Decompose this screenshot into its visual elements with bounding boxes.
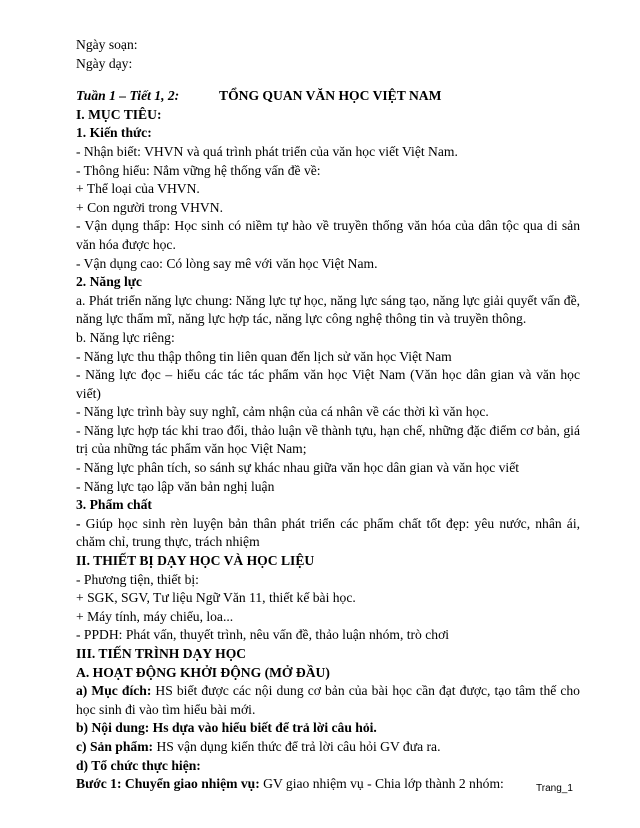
page-number: Trang_1	[536, 783, 573, 794]
equipment-item: + Máy tính, máy chiếu, loa...	[76, 608, 234, 624]
knowledge-item: + Thể loại của VHVN.	[76, 181, 200, 197]
competence-item: - Năng lực phân tích, so sánh sự khác nhau giữa văn học dân gian và văn học viết	[76, 460, 520, 476]
knowledge-item: - Thông hiểu: Nắm vững hệ thống vấn đề về:	[76, 162, 321, 178]
step1-text: GV giao nhiệm vụ - Chia lớp thành 2 nhóm:	[259, 776, 504, 792]
competence-item: - Năng lực thu thập thông tin liên quan đến lịch sử văn học Việt Nam	[76, 348, 452, 364]
general-competence: a. Phát triển năng lực chung: Năng lực tự học, năng lực sáng tạo, năng lực giải quyết vấn đề, năng lực thẩm mĩ, năng lực hợp tác, năng lực công nghệ thông tin và truyền thông.	[76, 292, 580, 327]
product-text: HS vận dụng kiến thức để trả lời câu hỏi GV đưa ra.	[153, 738, 441, 754]
knowledge-item: - Nhận biết: VHVN và quá trình phát triển của văn học viết Việt Nam.	[76, 143, 458, 159]
lesson-name: TỔNG QUAN VĂN HỌC VIỆT NAM	[219, 88, 442, 104]
knowledge-item: + Con người trong VHVN.	[76, 199, 223, 215]
qualities-dash: -	[76, 515, 81, 531]
purpose-text: HS biết được các nội dung cơ bản của bài học cần đạt được, tạo tâm thế cho học sinh đi vào tìm hiểu bài mới.	[76, 683, 580, 717]
knowledge-item: - Vận dụng thấp: Học sinh có niềm tự hào về truyền thống văn hóa của dân tộc qua di sản văn hóa được học.	[76, 218, 580, 252]
equipment-item: - PPDH: Phát vấn, thuyết trình, nêu vấn đề, thảo luận nhóm, trò chơi	[76, 627, 450, 643]
qualities-heading: 3. Phẩm chất	[76, 497, 152, 513]
organize-heading: d) Tổ chức thực hiện:	[76, 757, 201, 773]
step1-label: Bước 1: Chuyển giao nhiệm vụ:	[76, 776, 260, 792]
content-paragraph	[76, 719, 580, 738]
competence-heading: 2. Năng lực	[76, 274, 142, 290]
competence-item: - Năng lực trình bày suy nghĩ, cảm nhận của cá nhân về các thời kì văn học.	[76, 404, 489, 420]
competence-item: - Năng lực đọc – hiểu các tác tác phẩm văn học Việt Nam (Văn học dân gian và văn học viết)	[76, 367, 580, 401]
competence-item: - Năng lực hợp tác khi trao đổi, thảo luận về thành tựu, hạn chế, những đặc điểm cơ bản, giá trị của những tác phẩm văn học Việt Nam;	[76, 422, 580, 457]
section-objectives-heading: I. MỤC TIÊU:	[76, 106, 162, 122]
knowledge-item: - Vận dụng cao: Có lòng say mê với văn học Việt Nam.	[76, 255, 378, 271]
product-paragraph	[76, 738, 580, 757]
specific-competence-heading: b. Năng lực riêng:	[76, 329, 175, 345]
section-equipment-heading: II. THIẾT BỊ DẠY HỌC VÀ HỌC LIỆU	[76, 553, 315, 569]
content-text: Hs dựa vào hiểu biết để trả lời câu hỏi.	[149, 720, 377, 736]
content-label: b) Nội dung:	[76, 720, 150, 736]
competence-item: - Năng lực tạo lập văn bản nghị luận	[76, 478, 275, 494]
product-label: c) Sản phẩm:	[76, 738, 154, 754]
lesson-title	[76, 87, 580, 106]
section-process-heading: III. TIẾN TRÌNH DẠY HỌC	[76, 646, 247, 661]
qualities-text	[76, 515, 580, 552]
prep-date-label: Ngày soạn:	[76, 37, 138, 52]
activity-a-heading: A. HOẠT ĐỘNG KHỞI ĐỘNG (MỞ ĐẦU)	[76, 664, 330, 680]
equipment-item: + SGK, SGV, Tư liệu Ngữ Văn 11, thiết kế bài học.	[76, 590, 356, 606]
equipment-item: - Phương tiện, thiết bị:	[76, 571, 199, 587]
purpose-paragraph	[76, 682, 580, 719]
qualities-body: Giúp học sinh rèn luyện bản thân phát triển các phẩm chất tốt đẹp: yêu nước, nhân ái, chăm chỉ, trung thực, trách nhiệm	[76, 515, 580, 550]
purpose-label: a) Mục đích:	[76, 683, 152, 699]
teach-date-label: Ngày dạy:	[76, 55, 133, 71]
knowledge-heading: 1. Kiến thức:	[76, 125, 152, 141]
document-body	[76, 36, 580, 794]
step1-paragraph	[76, 775, 580, 794]
lesson-week: Tuần 1 – Tiết 1, 2:	[76, 88, 180, 104]
